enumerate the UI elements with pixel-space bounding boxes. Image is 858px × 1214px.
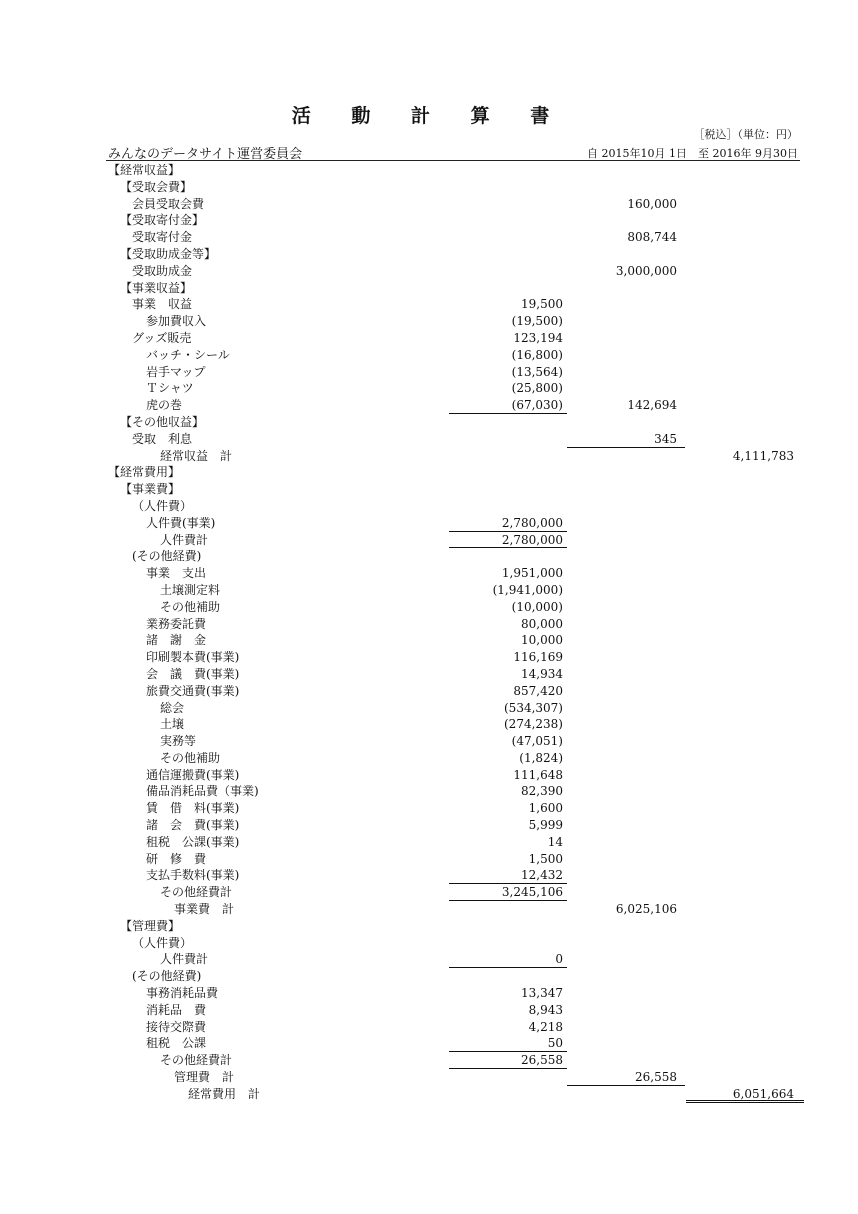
row-label: 【経常費用】 xyxy=(108,465,181,480)
amount-c1: (534,307) xyxy=(504,700,563,715)
statement-row xyxy=(0,481,858,498)
row-label: 受取 利息 xyxy=(132,431,193,446)
amount-c1: 80,000 xyxy=(521,616,563,631)
amount-c2: 3,000,000 xyxy=(615,263,677,278)
row-label: 会 議 費(事業) xyxy=(146,666,240,681)
statement-row xyxy=(0,985,858,1002)
statement-row xyxy=(0,1019,858,1036)
row-label: バッチ・シール xyxy=(146,347,230,362)
underline-rule xyxy=(686,1100,804,1103)
statement-row xyxy=(0,196,858,213)
statement-row xyxy=(0,700,858,717)
amount-c1: 14,934 xyxy=(521,666,563,681)
row-label: 経常収益 計 xyxy=(160,448,233,463)
statement-row xyxy=(0,364,858,381)
amount-c1: (10,000) xyxy=(511,599,563,614)
statement-row xyxy=(0,296,858,313)
row-label: 参加費収入 xyxy=(146,314,207,329)
row-label: 【受取助成金等】 xyxy=(120,246,217,261)
statement-row xyxy=(0,1069,858,1086)
statement-row xyxy=(0,162,858,179)
row-label: 【経常収益】 xyxy=(108,163,181,177)
statement-row xyxy=(0,918,858,935)
row-label: 接待交際費 xyxy=(146,1019,207,1034)
row-label: 租税 公課 xyxy=(146,1036,207,1051)
statement-row xyxy=(0,548,858,565)
amount-c1: 116,169 xyxy=(513,650,563,665)
row-label: 人件費(事業) xyxy=(146,515,216,530)
amount-c1: 5,999 xyxy=(528,818,563,833)
statement-row xyxy=(0,464,858,481)
row-label: 管理費 計 xyxy=(174,1070,235,1085)
amount-c3: 4,111,783 xyxy=(732,448,794,463)
amount-c1: 1,600 xyxy=(528,801,563,816)
row-label: 諸 会 費(事業) xyxy=(146,818,240,833)
statement-row xyxy=(0,632,858,649)
row-label: (その他経費) xyxy=(132,549,202,564)
statement-row xyxy=(0,884,858,901)
statement-row xyxy=(0,565,858,582)
statement-row xyxy=(0,414,858,431)
statement-row xyxy=(0,649,858,666)
amount-c1: (1,941,000) xyxy=(492,582,563,597)
statement-row xyxy=(0,263,858,280)
amount-c3: 6,051,664 xyxy=(732,1086,794,1101)
row-label: 経常費用 計 xyxy=(188,1086,261,1101)
row-label: 通信運搬費(事業) xyxy=(146,767,240,782)
statement-row xyxy=(0,800,858,817)
row-label: 会員受取会費 xyxy=(132,196,205,211)
row-label: 【管理費】 xyxy=(120,918,181,933)
statement-row xyxy=(0,397,858,414)
row-label: 印刷製本費(事業) xyxy=(146,650,240,665)
amount-c1: 26,558 xyxy=(521,1053,563,1068)
row-label: 【事業費】 xyxy=(120,482,181,497)
statement-row xyxy=(0,380,858,397)
amount-c1: 1,500 xyxy=(528,851,563,866)
amount-c1: (1,824) xyxy=(519,750,563,765)
statement-row xyxy=(0,1052,858,1069)
statement-row xyxy=(0,431,858,448)
row-label: 租税 公課(事業) xyxy=(146,834,240,849)
amount-c1: 1,951,000 xyxy=(501,566,563,581)
statement-row xyxy=(0,733,858,750)
amount-c1: (25,800) xyxy=(511,381,563,396)
amount-c2: 160,000 xyxy=(627,196,677,211)
statement-row xyxy=(0,532,858,549)
row-label: 【受取会費】 xyxy=(120,179,193,194)
amount-c1: 857,420 xyxy=(513,683,563,698)
row-label: 消耗品 費 xyxy=(146,1002,207,1017)
row-label: 諸 謝 金 xyxy=(146,633,207,648)
statement-table xyxy=(0,162,858,1103)
row-label: 岩手マップ xyxy=(146,364,206,379)
statement-row xyxy=(0,179,858,196)
row-label: 事業 支出 xyxy=(146,566,207,581)
row-label: （人件費） xyxy=(132,935,193,950)
statement-row xyxy=(0,448,858,465)
row-label: 事業費 計 xyxy=(174,902,235,917)
amount-c1: (67,030) xyxy=(511,398,563,413)
row-label: 【その他収益】 xyxy=(120,414,205,429)
row-label: 研 修 費 xyxy=(146,851,207,866)
row-label: 事業 収益 xyxy=(132,297,193,312)
row-label: （人件費） xyxy=(132,498,193,513)
unit-note: ［税込］（単位：円） xyxy=(693,128,798,141)
row-label: その他経費計 xyxy=(160,1053,233,1068)
statement-row xyxy=(0,750,858,767)
statement-row xyxy=(0,951,858,968)
amount-c2: 808,744 xyxy=(627,230,677,245)
row-label: グッズ販売 xyxy=(132,330,192,345)
amount-c1: 0 xyxy=(555,952,563,967)
statement-row xyxy=(0,616,858,633)
row-label: 【受取寄付金】 xyxy=(120,213,205,228)
amount-c1: 4,218 xyxy=(528,1019,563,1034)
row-label: 事務消耗品費 xyxy=(146,986,219,1001)
amount-c1: 10,000 xyxy=(521,633,563,648)
row-label: その他補助 xyxy=(160,599,221,614)
amount-c1: 123,194 xyxy=(513,330,563,345)
amount-c1: (19,500) xyxy=(511,314,563,329)
amount-c1: 2,780,000 xyxy=(501,515,563,530)
row-label: 実務等 xyxy=(160,734,197,749)
statement-row xyxy=(0,347,858,364)
amount-c1: 8,943 xyxy=(528,1002,563,1017)
statement-row xyxy=(0,901,858,918)
statement-row xyxy=(0,229,858,246)
statement-row xyxy=(0,851,858,868)
amount-c1: 2,780,000 xyxy=(501,532,563,547)
statement-row xyxy=(0,582,858,599)
row-label: 土壌 xyxy=(160,717,185,732)
statement-row xyxy=(0,1086,858,1103)
amount-c1: (16,800) xyxy=(511,347,563,362)
amount-c2: 6,025,106 xyxy=(615,902,677,917)
statement-row xyxy=(0,599,858,616)
amount-c1: 3,245,106 xyxy=(501,885,563,900)
amount-c1: 14 xyxy=(547,834,563,849)
row-label: 支払手数料(事業) xyxy=(146,868,240,883)
fiscal-period: 自 2015年10月 1日 至 2016年 9月30日 xyxy=(587,147,798,160)
page-title: 活 動 計 算 書 xyxy=(291,105,567,127)
amount-c1: 13,347 xyxy=(521,986,563,1001)
amount-c1: 111,648 xyxy=(513,767,563,782)
statement-row xyxy=(0,246,858,263)
amount-c1: (13,564) xyxy=(511,364,563,379)
amount-c1: 50 xyxy=(547,1036,563,1051)
row-label: 虎の巻 xyxy=(146,398,183,413)
statement-row xyxy=(0,1002,858,1019)
amount-c1: (47,051) xyxy=(511,734,563,749)
statement-row xyxy=(0,935,858,952)
statement-row xyxy=(0,867,858,884)
statement-row xyxy=(0,783,858,800)
statement-row xyxy=(0,716,858,733)
statement-row xyxy=(0,666,858,683)
row-label: 備品消耗品費（事業) xyxy=(146,784,259,799)
row-label: 土壌測定料 xyxy=(160,582,221,597)
statement-row xyxy=(0,313,858,330)
row-label: 【事業収益】 xyxy=(120,280,193,295)
statement-row xyxy=(0,817,858,834)
row-label: 総会 xyxy=(160,700,185,715)
organization-name: みんなのデータサイト運営委員会 xyxy=(108,147,303,162)
statement-row xyxy=(0,280,858,297)
row-label: 旅費交通費(事業) xyxy=(146,683,240,698)
header-rule xyxy=(106,160,800,161)
statement-row xyxy=(0,834,858,851)
statement-row xyxy=(0,1035,858,1052)
row-label: その他経費計 xyxy=(160,885,233,900)
statement-row xyxy=(0,683,858,700)
amount-c1: 82,390 xyxy=(521,784,563,799)
amount-c1: (274,238) xyxy=(504,717,563,732)
row-label: 人件費計 xyxy=(160,532,209,547)
statement-row xyxy=(0,330,858,347)
amount-c1: 12,432 xyxy=(521,868,563,883)
row-label: (その他経費) xyxy=(132,969,202,984)
amount-c1: 19,500 xyxy=(521,297,563,312)
row-label: 受取寄付金 xyxy=(132,230,193,245)
amount-c2: 345 xyxy=(654,431,677,446)
amount-c2: 26,558 xyxy=(635,1070,677,1085)
statement-row xyxy=(0,767,858,784)
statement-row xyxy=(0,212,858,229)
statement-row xyxy=(0,968,858,985)
statement-row xyxy=(0,498,858,515)
amount-c2: 142,694 xyxy=(627,398,677,413)
row-label: 人件費計 xyxy=(160,952,209,967)
row-label: 賃 借 料(事業) xyxy=(146,801,240,816)
statement-row xyxy=(0,515,858,532)
row-label: 業務委託費 xyxy=(146,616,207,631)
row-label: その他補助 xyxy=(160,750,221,765)
row-label: Ｔシャツ xyxy=(146,381,194,396)
row-label: 受取助成金 xyxy=(132,263,193,278)
